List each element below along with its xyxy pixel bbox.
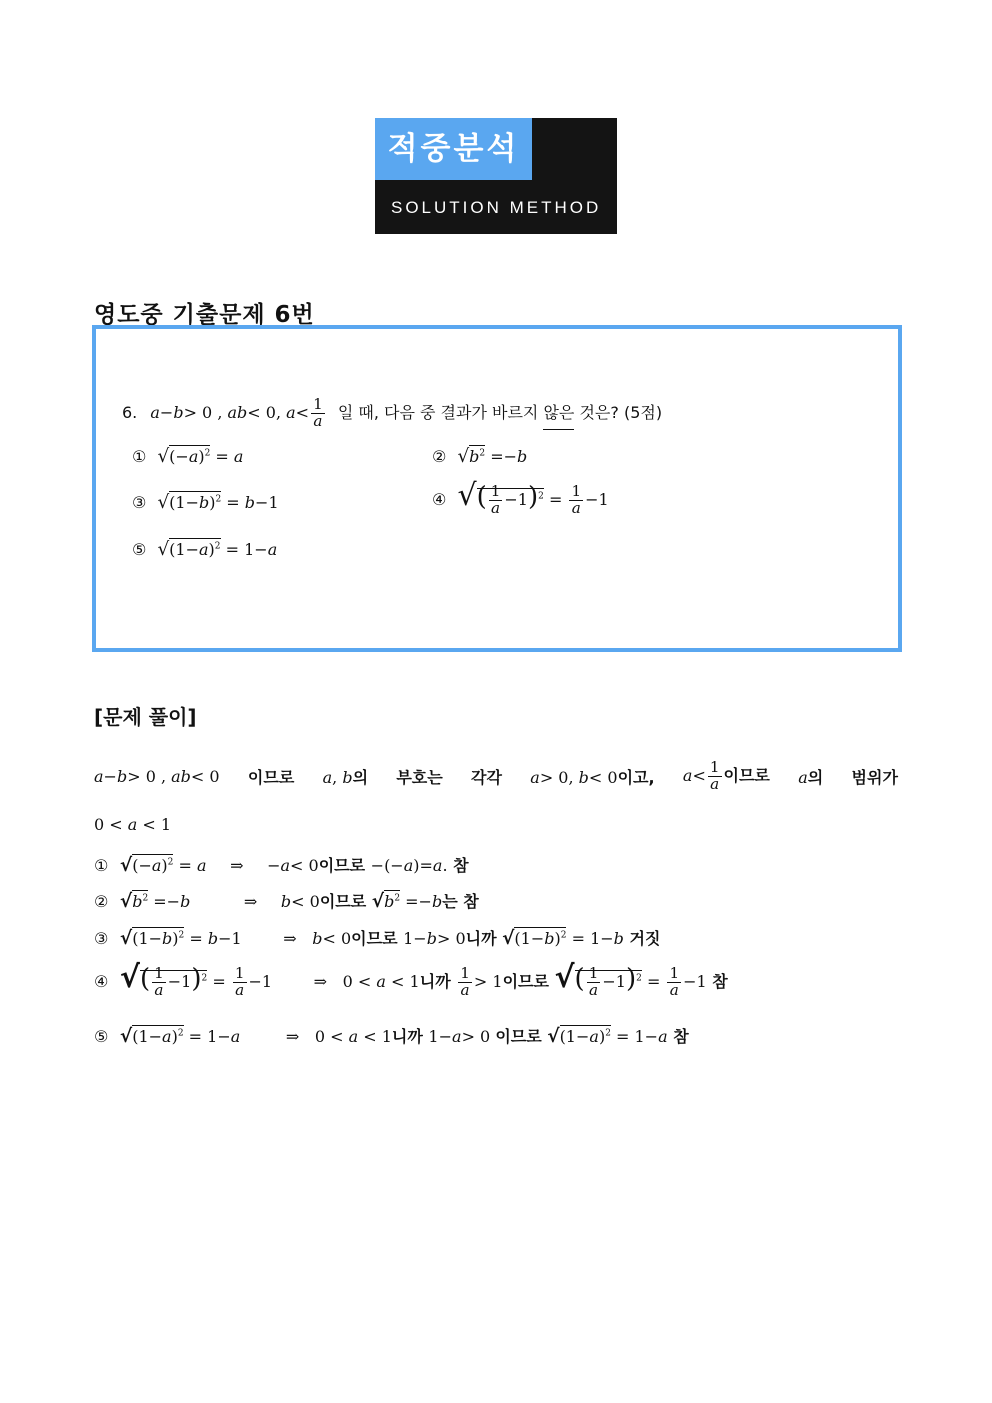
solution-row-2: ② $√b^2 =-b$ ⇒ b< 0이므로 $√b^2 =-b$는 참 [94,891,479,912]
solution-text: 이므로 [247,767,295,787]
solution-method-banner [375,118,617,234]
solution-verdict: 참 [673,1027,689,1046]
solution-intro-line: a−b> 0 , ab< 0 이므로 a, b의 부호는 각각 a> 0, b< 0이고, a< $\frac{1}{a}$ 이므로 a의 범위가 [94,758,898,793]
option-1: ① $√(-a)^2 = a$ [132,446,244,467]
section-title: 영도중 기출문제 6번 [94,302,315,328]
question-tail: 것은? (5점) [574,402,663,422]
solution-row-4: ④ √( $\frac{1}{a}$ −1)$^2$ = $\frac{1}{a}$ −1 ⇒ 0 < a < 1니까 $\frac{1}{a}$ > 1이므로 √( $\frac{1}{a}$ −1)$^2$ = $\frac{1}{a}$ −1 참 [94,960,728,999]
solution-verdict: 참 [453,856,469,875]
banner-title: 적중분석 [375,118,532,180]
solution-text: 이므로 [319,892,367,911]
solution-text: 이므로 [318,856,366,875]
solution-text: 이므로 [351,929,398,948]
solution-text: 이므로 [495,1027,542,1046]
solution-text: 범위가 [851,767,898,787]
option-5: ⑤ $√(1-a)^2 = 1-a$ [132,539,278,560]
solution-text: 부호는 [396,767,443,787]
solution-title: [문제 풀이] [94,705,197,729]
solution-verdict: 는 참 [442,892,479,911]
solution-row-1: ① $√(-a)^2 = a$ ⇒ −a< 0이므로 −(−a)=a. 참 [94,855,469,876]
solution-row-3: ③ $√(1-b)^2 = b-1$ ⇒ b< 0이므로 1−b> 0니까 $√(1-b)^2 = 1-b$ 거짓 [94,928,661,949]
option-3: ③ $√(1-b)^2 = b-1$ [132,492,279,513]
solution-range-line: 0 < a < 1 [94,815,172,834]
banner-subtitle: SOLUTION METHOD [391,198,602,217]
question-underlined-word: 않은 [543,400,574,430]
solution-verdict: 거짓 [629,929,661,948]
solution-text: 이므로 [723,765,770,785]
solution-text: 의 [807,767,824,787]
solution-text: 니까 [465,929,497,948]
solution-text: 이고, [617,767,655,787]
solution-row-5: ⑤ $√(1-a)^2 = 1-a$ ⇒ 0 < a < 1니까 1−a> 0 이므로 $√(1-a)^2 = 1-a$ 참 [94,1026,689,1047]
question-number: 6. [122,402,138,422]
solution-text: 의 [352,767,369,787]
option-2: ② $√b^2 =-b$ [432,446,528,467]
solution-text: 각각 [471,767,502,787]
solution-text: 니까 [391,1027,423,1046]
option-4: ④ √( $\frac{1}{a}$ −1)$^2$ = $\frac{1}{a}$ −1 [432,478,609,517]
solution-verdict: 참 [712,972,728,991]
solution-text: 이므로 [502,972,549,991]
solution-text: 니까 [419,972,451,991]
question-condition-text: 일 때, 다음 중 결과가 바르지 [337,402,544,422]
question-stem: 6. a−b> 0 , ab< 0, a< $\frac{1}{a}$ 일 때, 다음 중 결과가 바르지 않은 것은? (5점) [122,395,663,430]
